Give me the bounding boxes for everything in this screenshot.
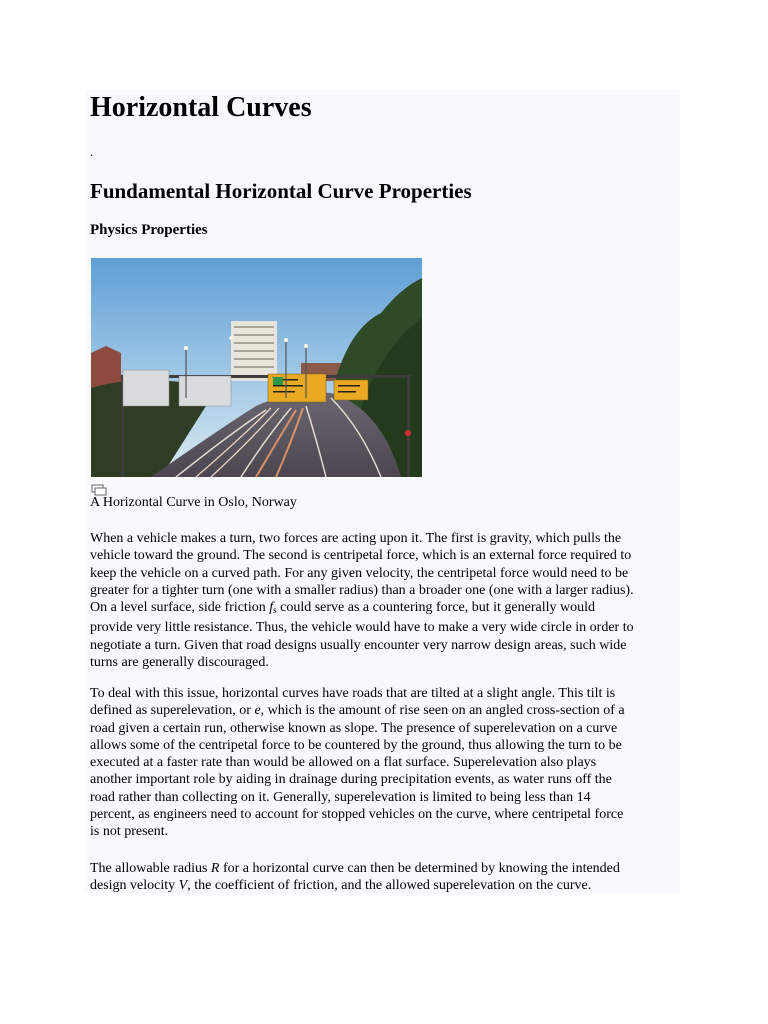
section-heading: Fundamental Horizontal Curve Properties [90,179,472,203]
subsection-heading: Physics Properties [90,222,208,238]
paragraph-2 [90,685,682,841]
text-run: could serve as a countering force, but it generally would [276,600,596,616]
paragraph-line: keep the vehicle on a curved path. For any given velocity, the centripetal force would need to be [90,565,629,581]
velocity-variable: V [178,878,188,894]
separator: . [90,145,93,159]
highway-photo [91,258,422,477]
paragraph-1 [90,530,682,671]
text-run: , which is the amount of rise seen on an angled cross-section of a [260,703,625,719]
paragraph-line [90,860,682,877]
text-run: The allowable radius [90,861,211,876]
paragraph-line: vehicle toward the ground. The second is centripetal force, which is an external force required to [90,548,632,564]
figure-caption: A Horizontal Curve in Oslo, Norway [90,495,297,510]
paragraph-line: greater for a tighter turn (one with a smaller radius) than a broader one (one with a larger radius). [90,582,634,598]
paragraph-line: negotiate a turn. Given that road designs usually encounter very narrow design areas, such wide [90,637,627,653]
paragraph-line: another important role by aiding in drainage during precipitation events, as water runs off the [90,772,612,788]
paragraph-line: percent, as engineers need to account for stopped vehicles on the curve, where centripetal force [90,807,624,823]
paragraph-line: allows some of the centripetal force to be countered by the ground, thus allowing the turn to be [90,737,622,753]
text-run: design velocity [90,878,179,894]
paragraph-line: executed at a faster rate than would be allowed on a flat surface. Superelevation also plays [90,755,597,771]
paragraph-line [90,599,682,619]
text-run: defined as superelevation, or [90,703,255,719]
paragraph-line [90,877,682,894]
radius-variable: R [210,861,220,876]
paragraph-line: provide very little resistance. Thus, the vehicle would have to make a very wide circle in order to [90,620,634,636]
page-title: Horizontal Curves [90,92,312,123]
paragraph-line: To deal with this issue, horizontal curves have roads that are tilted at a slight angle. This tilt is [90,686,616,701]
paragraph-line: road given a certain run, otherwise known as slope. The presence of superelevation on a curve [90,720,618,736]
paragraph-line: road rather than collecting on it. Generally, superelevation is limited to being less than 14 [90,789,591,805]
friction-variable: f [269,600,274,616]
paragraph-line: is not present. [90,824,169,840]
text-run: , the coefficient of friction, and the allowed superelevation on the curve. [187,878,592,894]
text-run: for a horizontal curve can then be determined by knowing the intended [219,861,620,876]
text-run: On a level surface, side friction [90,600,270,616]
paragraph-line [90,702,682,719]
paragraph-line: When a vehicle makes a turn, two forces are acting upon it. The first is gravity, which pulls the [90,531,622,546]
friction-subscript: s [273,605,277,616]
paragraph-line: turns are generally discouraged. [90,655,269,671]
superelevation-variable: e [254,703,261,719]
paragraph-3 [90,860,682,895]
